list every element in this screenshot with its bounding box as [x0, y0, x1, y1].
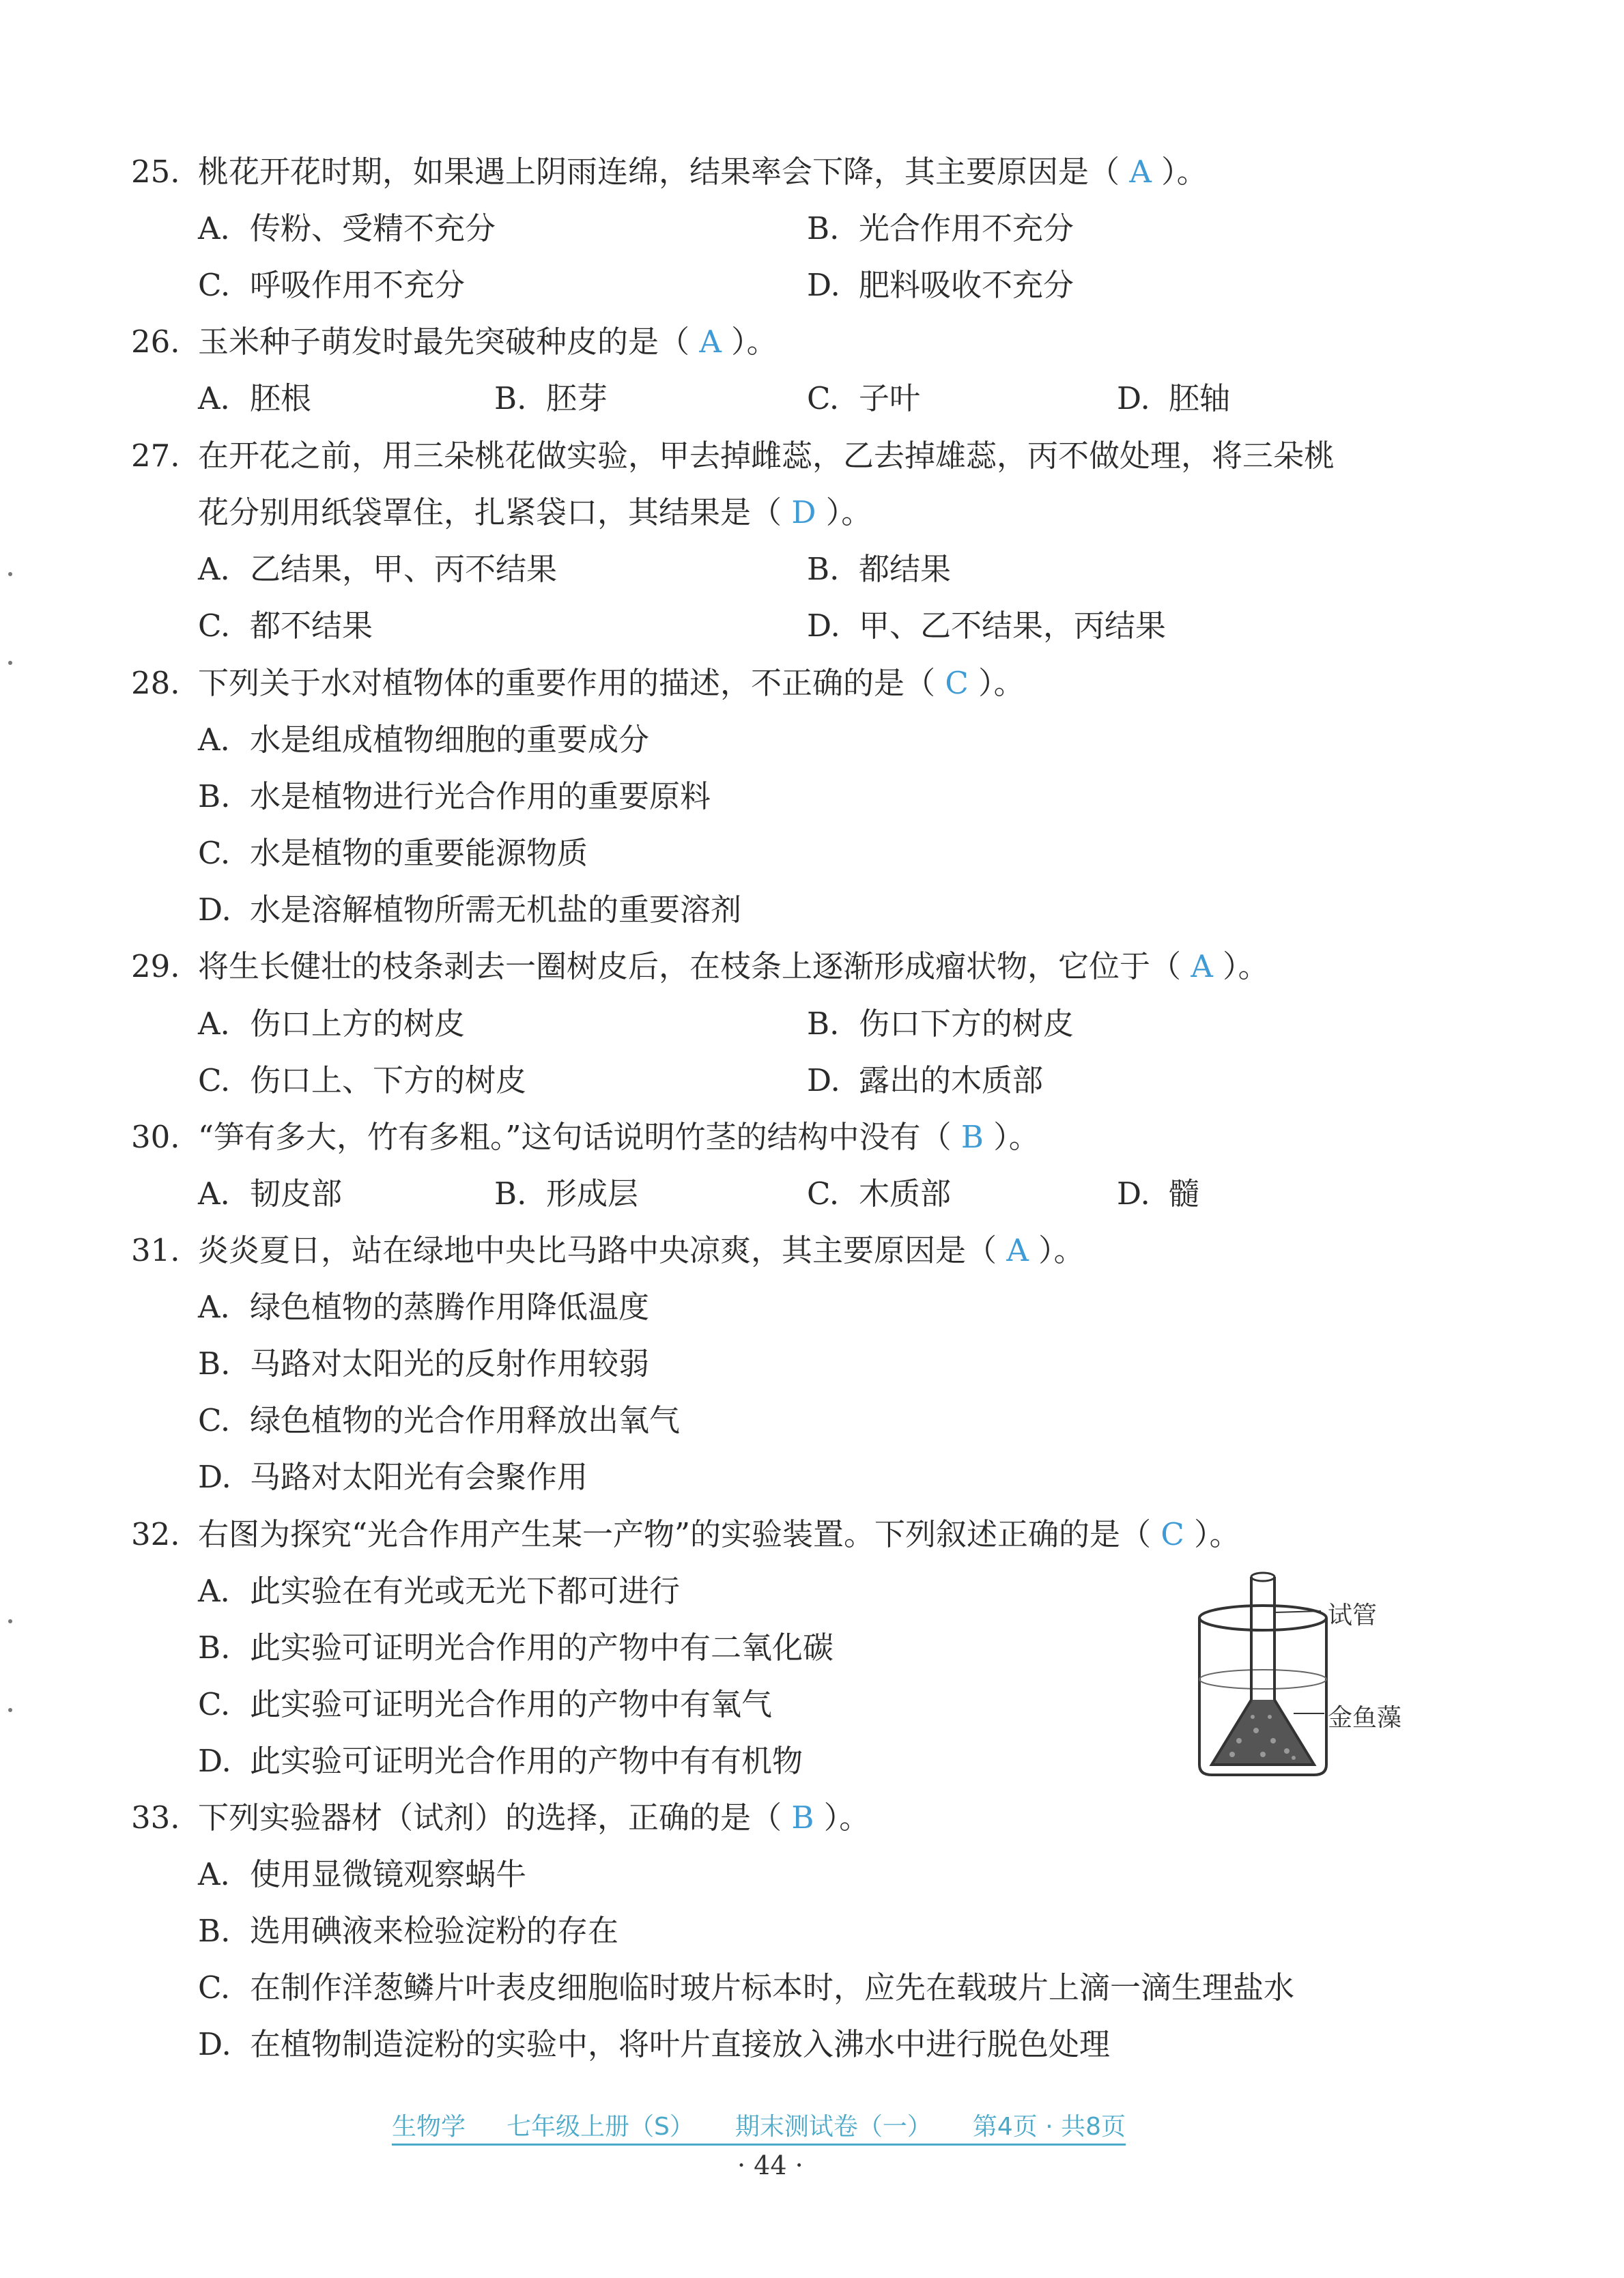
- question-stem: 炎炎夏日，站在绿地中央比马路中央凉爽，其主要原因是（ A ）。: [198, 1232, 1085, 1268]
- option-b: B. 马路对太阳光的反射作用较弱: [198, 1346, 650, 1382]
- option-d: D. 甲、乙不结果，丙结果: [807, 608, 1167, 644]
- option-c: C. 此实验可证明光合作用的产物中有氧气: [198, 1686, 773, 1722]
- option-c: C. 木质部: [807, 1176, 952, 1212]
- option-d: D. 胚轴: [1117, 380, 1231, 416]
- option-c: C. 在制作洋葱鳞片叶表皮细胞临时玻片标本时，应先在载玻片上滴一滴生理盐水: [198, 1969, 1295, 2006]
- scan-mark: [8, 1708, 12, 1712]
- option-d: D. 露出的木质部: [807, 1062, 1044, 1098]
- option-a: A. 乙结果，甲、丙不结果: [198, 551, 558, 587]
- scan-mark: [8, 572, 12, 576]
- footer-grade: 七年级上册（S）: [507, 2113, 694, 2141]
- page-number: · 44 ·: [737, 2150, 803, 2180]
- option-b: B. 光合作用不充分: [807, 210, 1074, 246]
- option-c: C. 绿色植物的光合作用释放出氧气: [198, 1402, 681, 1438]
- question-number: 33.: [131, 1799, 180, 1836]
- question-stem: 右图为探究“光合作用产生某一产物”的实验装置。下列叙述正确的是（ C ）。: [198, 1516, 1240, 1552]
- question-number: 27.: [131, 438, 180, 474]
- answer-mark: B: [960, 1119, 984, 1155]
- question-stem: 下列实验器材（试剂）的选择，正确的是（ B ）。: [198, 1799, 870, 1836]
- label-test-tube: 试管: [1328, 1601, 1378, 1629]
- answer-mark: C: [945, 665, 969, 701]
- question-stem-line1: 在开花之前，用三朵桃花做实验，甲去掉雌蕊，乙去掉雄蕊，丙不做处理，将三朵桃: [198, 438, 1335, 474]
- option-c: C. 呼吸作用不充分: [198, 267, 466, 303]
- option-b: B. 伤口下方的树皮: [807, 1006, 1074, 1042]
- option-a: A. 伤口上方的树皮: [198, 1006, 466, 1042]
- option-a: A. 此实验在有光或无光下都可进行: [198, 1573, 681, 1609]
- label-hornwort: 金鱼藻: [1328, 1704, 1402, 1732]
- option-b: B. 形成层: [494, 1176, 639, 1212]
- page-footer: [392, 2107, 1126, 2146]
- option-a: A. 胚根: [198, 380, 312, 416]
- answer-mark: D: [791, 494, 816, 530]
- option-c: C. 都不结果: [198, 608, 373, 644]
- beaker-apparatus-icon: [1191, 1570, 1416, 1795]
- footer-subject: 生物学: [392, 2113, 466, 2141]
- option-d: D. 在植物制造淀粉的实验中，将叶片直接放入沸水中进行脱色处理: [198, 2026, 1111, 2062]
- option-a: A. 水是组成植物细胞的重要成分: [198, 722, 650, 758]
- question-number: 29.: [131, 948, 180, 984]
- question-stem: 将生长健壮的枝条剥去一圈树皮后，在枝条上逐渐形成瘤状物，它位于（ A ）。: [198, 948, 1269, 984]
- answer-mark: A: [1129, 154, 1152, 190]
- option-d: D. 马路对太阳光有会聚作用: [198, 1459, 588, 1495]
- question-stem: 玉米种子萌发时最先突破种皮的是（ A ）。: [198, 324, 778, 360]
- question-stem: 下列关于水对植物体的重要作用的描述，不正确的是（ C ）。: [198, 665, 1025, 701]
- scan-mark: [8, 661, 12, 665]
- question-number: 31.: [131, 1232, 180, 1268]
- option-a: A. 绿色植物的蒸腾作用降低温度: [198, 1289, 650, 1325]
- option-d: D. 肥料吸收不充分: [807, 267, 1074, 303]
- option-d: D. 髓: [1117, 1176, 1200, 1212]
- option-b: B. 此实验可证明光合作用的产物中有二氧化碳: [198, 1629, 834, 1666]
- option-a: A. 使用显微镜观察蜗牛: [198, 1856, 527, 1892]
- answer-mark: A: [1191, 948, 1213, 984]
- option-a: A. 传粉、受精不充分: [198, 210, 496, 246]
- answer-mark: C: [1160, 1516, 1184, 1552]
- question-number: 30.: [131, 1119, 180, 1155]
- question-stem: 花分别用纸袋罩住，扎紧袋口，其结果是（ D ）。: [198, 494, 872, 530]
- experiment-figure: [1191, 1570, 1416, 1795]
- option-c: C. 伤口上、下方的树皮: [198, 1062, 527, 1098]
- question-number: 28.: [131, 665, 180, 701]
- question-number: 25.: [131, 154, 180, 190]
- option-c: C. 子叶: [807, 380, 921, 416]
- question-stem: “笋有多大，竹有多粗。”这句话说明竹茎的结构中没有（ B ）。: [198, 1119, 1040, 1155]
- answer-mark: B: [791, 1799, 814, 1836]
- option-d: D. 此实验可证明光合作用的产物中有有机物: [198, 1743, 803, 1779]
- option-b: B. 选用碘液来检验淀粉的存在: [198, 1913, 619, 1949]
- question-number: 26.: [131, 324, 180, 360]
- footer-pages: 第4页 · 共8页: [972, 2113, 1126, 2141]
- question-stem: 桃花开花时期，如果遇上阴雨连绵，结果率会下降，其主要原因是（ A ）。: [198, 154, 1208, 190]
- option-b: B. 都结果: [807, 551, 952, 587]
- scan-mark: [8, 1619, 12, 1623]
- option-d: D. 水是溶解植物所需无机盐的重要溶剂: [198, 892, 742, 928]
- option-a: A. 韧皮部: [198, 1176, 343, 1212]
- answer-mark: A: [1006, 1232, 1029, 1268]
- answer-mark: A: [699, 324, 722, 360]
- footer-exam: 期末测试卷（一）: [735, 2113, 932, 2141]
- question-number: 32.: [131, 1516, 180, 1552]
- option-c: C. 水是植物的重要能源物质: [198, 835, 588, 871]
- option-b: B. 胚芽: [494, 380, 608, 416]
- option-b: B. 水是植物进行光合作用的重要原料: [198, 778, 711, 814]
